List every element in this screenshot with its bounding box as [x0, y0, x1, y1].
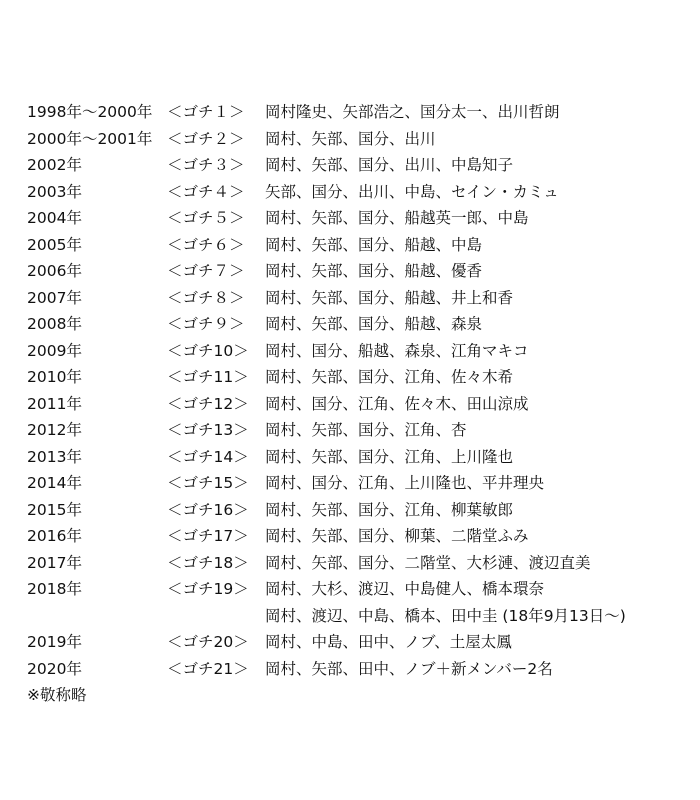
- year-cell: 2000年〜2001年: [27, 129, 153, 148]
- table-row: [27, 310, 687, 337]
- year-cell: 2017年: [27, 553, 82, 572]
- year-cell: 2003年: [27, 182, 82, 201]
- members-cell: 岡村、矢部、国分、江角、杏: [265, 421, 467, 440]
- generation-cell: ＜ゴチ13＞: [167, 421, 249, 440]
- members-cell: 岡村、中島、田中、ノブ、土屋太鳳: [265, 633, 512, 652]
- year-cell: 2015年: [27, 500, 82, 519]
- generation-cell: ＜ゴチ６＞: [167, 235, 245, 254]
- year-cell: 1998年〜2000年: [27, 103, 153, 122]
- table-row: [27, 337, 687, 364]
- year-cell: 2012年: [27, 421, 82, 440]
- members-cell: 岡村、渡辺、中島、橋本、田中圭 (18年9月13日〜): [265, 606, 626, 625]
- generation-cell: ＜ゴチ21＞: [167, 659, 249, 678]
- members-cell: 岡村、矢部、国分、二階堂、大杉漣、渡辺直美: [265, 553, 591, 572]
- table-row: [27, 257, 687, 284]
- table-row: [27, 496, 687, 523]
- generation-cell: ＜ゴチ４＞: [167, 182, 245, 201]
- table-row: [27, 363, 687, 390]
- members-cell: 岡村、矢部、国分、江角、上川隆也: [265, 447, 514, 466]
- year-cell: 2008年: [27, 315, 82, 334]
- generation-cell: ＜ゴチ１＞: [167, 103, 245, 122]
- members-cell: 矢部、国分、出川、中島、セイン・カミュ: [265, 182, 559, 201]
- year-cell: 2013年: [27, 447, 82, 466]
- year-cell: 2016年: [27, 527, 82, 546]
- table-row: [27, 284, 687, 311]
- member-history-list: [27, 98, 687, 707]
- generation-cell: ＜ゴチ18＞: [167, 553, 249, 572]
- table-row: [27, 655, 687, 682]
- members-cell: 岡村隆史、矢部浩之、国分太一、出川哲朗: [265, 103, 560, 122]
- generation-cell: ＜ゴチ12＞: [167, 394, 249, 413]
- members-cell: 岡村、矢部、国分、出川: [265, 129, 436, 148]
- generation-cell: ＜ゴチ15＞: [167, 474, 249, 493]
- table-row: [27, 443, 687, 470]
- table-row: [27, 231, 687, 258]
- generation-cell: ＜ゴチ19＞: [167, 580, 249, 599]
- table-row: [27, 522, 687, 549]
- members-cell: 岡村、矢部、国分、船越、森泉: [265, 315, 483, 334]
- year-cell: 2020年: [27, 659, 82, 678]
- members-cell: 岡村、大杉、渡辺、中島健人、橋本環奈: [265, 580, 545, 599]
- members-cell: 岡村、国分、江角、上川隆也、平井理央: [265, 474, 545, 493]
- members-cell: 岡村、矢部、国分、柳葉、二階堂ふみ: [265, 527, 529, 546]
- year-cell: 2018年: [27, 580, 82, 599]
- generation-cell: ＜ゴチ７＞: [167, 262, 245, 281]
- table-row: [27, 390, 687, 417]
- year-cell: 2004年: [27, 209, 82, 228]
- members-cell: 岡村、国分、船越、森泉、江角マキコ: [265, 341, 529, 360]
- members-cell: 岡村、国分、江角、佐々木、田山涼成: [265, 394, 529, 413]
- year-cell: 2019年: [27, 633, 82, 652]
- table-row: [27, 575, 687, 602]
- table-row: [27, 98, 687, 125]
- members-cell: 岡村、矢部、国分、船越、中島: [265, 235, 483, 254]
- generation-cell: ＜ゴチ17＞: [167, 527, 249, 546]
- members-cell: 岡村、矢部、国分、船越、井上和香: [265, 288, 514, 307]
- table-row-continuation: [27, 602, 687, 629]
- year-cell: 2006年: [27, 262, 82, 281]
- members-cell: 岡村、矢部、国分、船越、優香: [265, 262, 483, 281]
- year-cell: 2014年: [27, 474, 82, 493]
- table-row: [27, 125, 687, 152]
- year-cell: 2005年: [27, 235, 82, 254]
- generation-cell: ＜ゴチ16＞: [167, 500, 249, 519]
- year-cell: 2010年: [27, 368, 82, 387]
- table-row: [27, 416, 687, 443]
- year-cell: 2009年: [27, 341, 82, 360]
- year-cell: 2007年: [27, 288, 82, 307]
- members-cell: 岡村、矢部、国分、江角、柳葉敏郎: [265, 500, 514, 519]
- generation-cell: ＜ゴチ20＞: [167, 633, 249, 652]
- generation-cell: ＜ゴチ11＞: [167, 368, 249, 387]
- generation-cell: ＜ゴチ５＞: [167, 209, 245, 228]
- generation-cell: ＜ゴチ８＞: [167, 288, 245, 307]
- table-row: [27, 469, 687, 496]
- members-cell: 岡村、矢部、国分、出川、中島知子: [265, 156, 514, 175]
- table-row: [27, 151, 687, 178]
- year-cell: 2002年: [27, 156, 82, 175]
- members-cell: 岡村、矢部、田中、ノブ＋新メンバー2名: [265, 659, 553, 678]
- members-cell: 岡村、矢部、国分、船越英一郎、中島: [265, 209, 529, 228]
- generation-cell: ＜ゴチ２＞: [167, 129, 245, 148]
- table-row: [27, 178, 687, 205]
- honorific-omitted-note: ※敬称略: [27, 686, 87, 704]
- year-cell: 2011年: [27, 394, 82, 413]
- table-row: [27, 204, 687, 231]
- generation-cell: ＜ゴチ10＞: [167, 341, 249, 360]
- members-cell: 岡村、矢部、国分、江角、佐々木希: [265, 368, 514, 387]
- generation-cell: ＜ゴチ３＞: [167, 156, 245, 175]
- table-row: [27, 628, 687, 655]
- generation-cell: ＜ゴチ９＞: [167, 315, 245, 334]
- table-row: [27, 549, 687, 576]
- generation-cell: ＜ゴチ14＞: [167, 447, 249, 466]
